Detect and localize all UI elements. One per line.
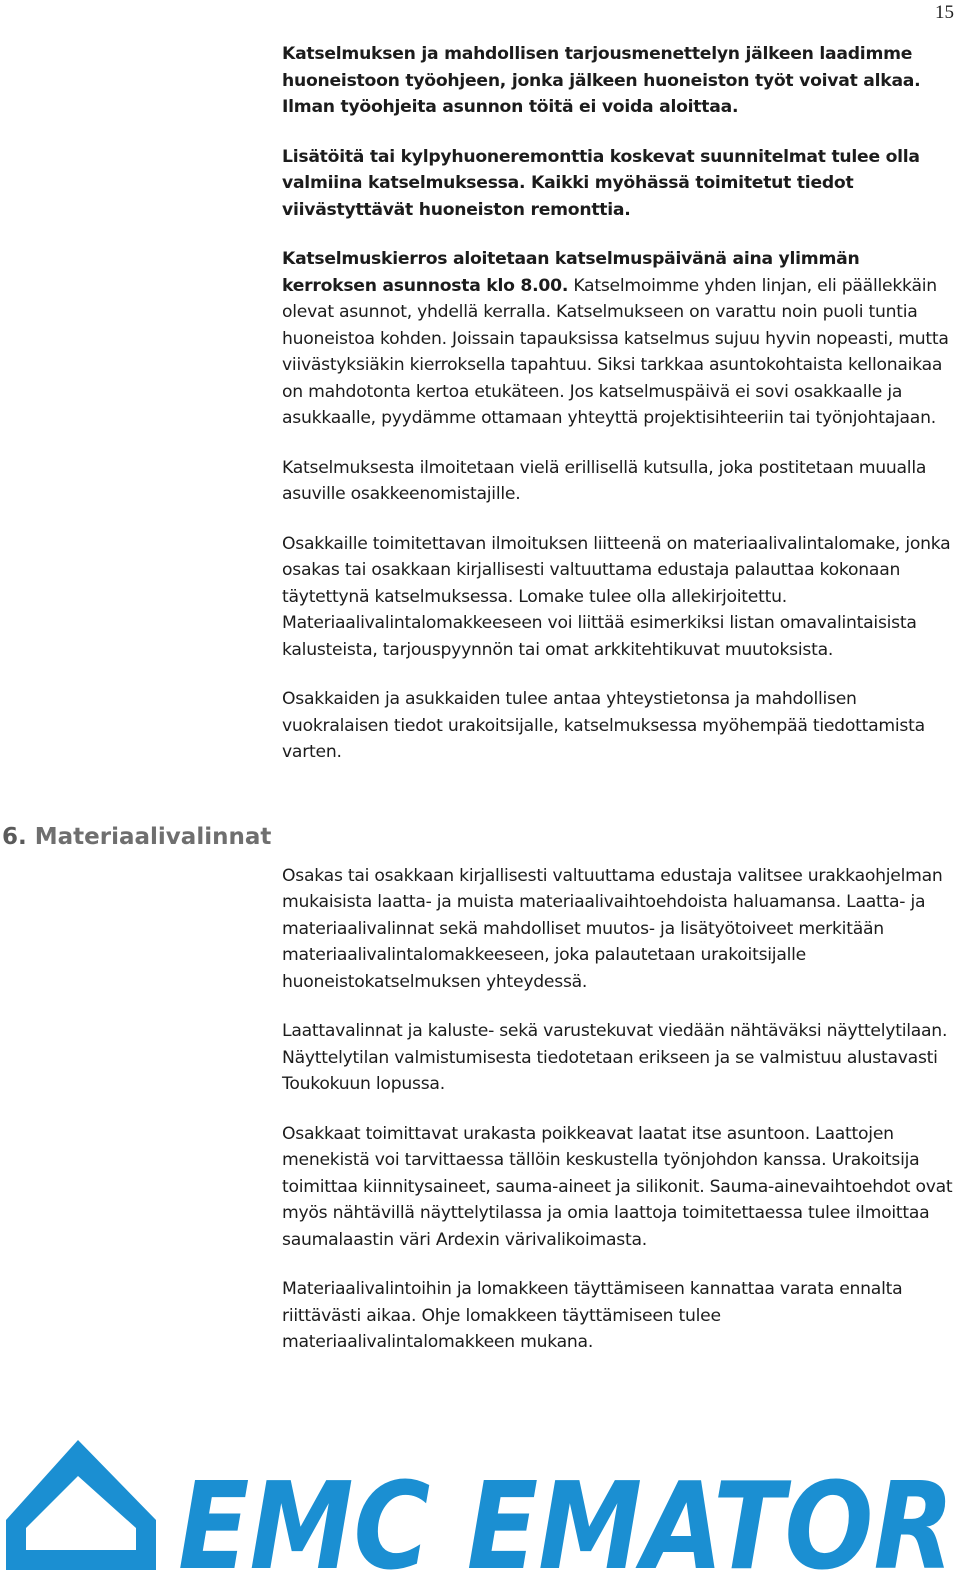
section-title: Materiaalivalinnat: [34, 824, 272, 850]
paragraph-showroom: Laattavalinnat ja kaluste- sekä varustekuvat viedään nähtäväksi näyttelytilaan. Näyttelytilan valmistumisesta tiedotetaan erikseen ja se valmistuu alustavasti Toukokuun lopussa.: [282, 1021, 948, 1094]
house-logo-icon: [6, 1440, 156, 1570]
page-number: 15: [935, 2, 954, 23]
section-heading: [2, 824, 271, 850]
section-number: 6.: [2, 824, 27, 850]
paragraph-bathroom-plans: Lisätöitä tai kylpyhuoneremonttia koskevat suunnitelmat tulee olla valmiina katselmuksessa. Kaikki myöhässä toimitetut tiedot viivästyttävät huoneiston remonttia.: [282, 146, 920, 220]
paragraph-material-form: Osakkaille toimitettavan ilmoituksen liitteenä on materiaalivalintalomake, jonka osakas tai osakkaan kirjallisesti valtuuttama edustaja palauttaa kokonaan täytettynä katselmuksessa. Lomake tulee olla allekirjoitettu. Materiaalivalintalomakkeeseen voi liittää esimerkiksi listan omavalintaisista kalusteista, tarjouspyynnön tai omat arkkitehtikuvat muutoksista.: [282, 533, 951, 660]
company-logo: [0, 1436, 960, 1574]
paragraph-contact-info: Osakkaiden ja asukkaiden tulee antaa yhteystietonsa ja mahdollisen vuokralaisen tiedot urakoitsijalle, katselmuksessa myöhempää tiedottamista varten.: [282, 689, 925, 762]
paragraph-own-tiles: Osakkaat toimittavat urakasta poikkeavat laatat itse asuntoon. Laattojen menekistä voi tarvittaessa tällöin keskustella työnjohdon kanssa. Urakoitsija toimittaa kiinnitysaineet, sauma-aineet ja silikonit. Sauma-ainevaihtoehdot ovat myös nähtävillä näyttelytilassa ja omia laattoja toimitettaessa tulee ilmoittaa saumalaastin väri Ardexin värivalikoimasta.: [282, 1123, 953, 1250]
paragraph-material-selection: Osakas tai osakkaan kirjallisesti valtuuttama edustaja valitsee urakkaohjelman mukaisista laatta- ja muista materiaalivaihtoehdoista haluamansa. Laatta- ja materiaalivalinnat sekä mahdolliset muutos- ja lisätyötoiveet merkitään materiaalivalintalomakkeeseen, joka palautetaan urakoitsijalle huoneistokatselmuksen yhteydessä.: [282, 865, 943, 992]
paragraph-work-instructions: Katselmuksen ja mahdollisen tarjousmenettelyn jälkeen laadimme huoneistoon työohjeen, jonka jälkeen huoneiston työt voivat alkaa. Ilman työohjeita asunnon töitä ei voida aloittaa.: [282, 44, 921, 117]
logo-wordmark: EMC EMATOR: [178, 1458, 954, 1574]
paragraph-inspection-round: Katselmuskierros aloitetaan katselmuspäivänä aina ylimmän kerroksen asunnosta klo 8.00. Katselmoimme yhden linjan, eli päällekkäin olevat asunnot, yhdellä kerralla. Katselmukseen on varattu noin puoli tuntia huoneistoa kohden. Joissain tapauksissa katselmus sujuu hyvin nopeasti, mutta viivästyksiäkin kierroksella tapahtuu. Siksi tarkkaa asuntokohtaista kellonaikaa on mahdotonta kertoa etukäteen. Jos katselmuspäivä ei sovi osakkaalle ja asukkaalle, pyydämme ottamaan yhteyttä projektisihteeriin tai työnjohtajaan.: [282, 249, 949, 428]
paragraph-reserve-time: Materiaalivalintoihin ja lomakkeen täyttämiseen kannattaa varata ennalta riittävästi aikaa. Ohje lomakkeen täyttämiseen tulee materiaalivalintalomakkeen mukana.: [282, 1279, 903, 1352]
paragraph-invitation: Katselmuksesta ilmoitetaan vielä erillisellä kutsulla, joka postitetaan muualla asuville osakkeenomistajille.: [282, 457, 927, 504]
document-body: [282, 41, 956, 1356]
